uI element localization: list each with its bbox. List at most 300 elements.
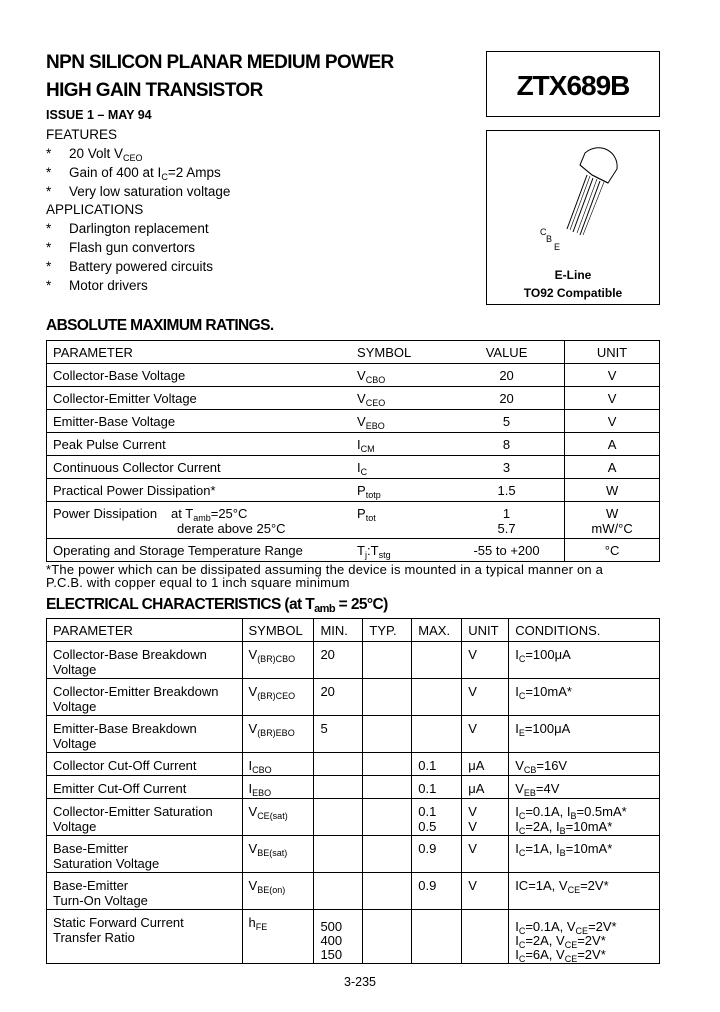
elec-param-line-2: Transfer Ratio bbox=[53, 930, 135, 945]
symbol-sub: FE bbox=[255, 922, 268, 932]
feature-text-sub: CEO bbox=[123, 153, 143, 163]
elec-param-line-1: Static Forward Current bbox=[53, 915, 184, 930]
cond-b: =100μA bbox=[525, 647, 571, 662]
cond-b: =100μA bbox=[524, 721, 571, 736]
abs-max-row bbox=[47, 364, 660, 387]
elec-row bbox=[47, 776, 660, 799]
elec-header-cell: TYP. bbox=[363, 619, 412, 642]
abs-max-header-cell: PARAMETER bbox=[47, 341, 352, 364]
elec-max-value: 0.1 bbox=[418, 804, 437, 819]
cond-b-sub: CE bbox=[567, 885, 581, 895]
cond-a: IC=1A, V bbox=[515, 878, 568, 893]
elec-min bbox=[314, 642, 363, 679]
abs-max-row-temperature bbox=[47, 539, 660, 562]
elec-min bbox=[314, 776, 363, 799]
elec-symbol bbox=[242, 799, 314, 836]
symbol-sub: CE(sat) bbox=[257, 811, 288, 821]
abs-max-table bbox=[46, 340, 660, 562]
abs-max-unit: A bbox=[565, 456, 660, 479]
symbol-main: V bbox=[357, 391, 366, 406]
abs-max-param bbox=[47, 502, 352, 539]
feature-text bbox=[69, 184, 230, 199]
elec-min-value: 500 bbox=[320, 919, 343, 934]
elec-typ bbox=[363, 910, 412, 964]
feature-text-main: Very low saturation voltage bbox=[69, 184, 231, 199]
elec-unit bbox=[462, 753, 509, 776]
elec-row bbox=[47, 910, 660, 964]
cond-a: I bbox=[515, 947, 519, 962]
elec-row bbox=[47, 642, 660, 679]
feature-text-main: Gain of 400 at I bbox=[69, 165, 162, 180]
abs-max-symbol bbox=[351, 433, 449, 456]
symbol-main: V bbox=[248, 721, 258, 736]
elec-conditions bbox=[509, 836, 660, 873]
cond-c: =2V* bbox=[577, 947, 606, 962]
symbol-sub: BE(sat) bbox=[257, 848, 288, 858]
title-line-2: HIGH GAIN TRANSISTOR bbox=[46, 80, 263, 101]
feature-text bbox=[69, 146, 143, 161]
elec-param bbox=[47, 776, 243, 799]
elec-min bbox=[314, 836, 363, 873]
condition-line bbox=[515, 721, 659, 736]
cond-a: V bbox=[515, 758, 524, 773]
cond-b-sub: B bbox=[570, 811, 577, 821]
pd-at-post: =25°C bbox=[210, 506, 248, 521]
elec-row bbox=[47, 873, 660, 910]
elec-max bbox=[412, 873, 462, 910]
cond-a-sub: C bbox=[518, 691, 526, 701]
abs-max-header-cell: SYMBOL bbox=[351, 341, 449, 364]
symbol-main: V bbox=[357, 414, 366, 429]
elec-header-cell: UNIT bbox=[462, 619, 509, 642]
elec-min bbox=[314, 716, 363, 753]
elec-symbol bbox=[242, 716, 314, 753]
abs-max-value: 20 bbox=[449, 364, 565, 387]
symbol-main: V bbox=[248, 647, 258, 662]
cond-b: =10mA* bbox=[525, 684, 572, 699]
abs-max-row bbox=[47, 479, 660, 502]
cond-b-sub: B bbox=[559, 826, 566, 836]
symbol-sub: (BR)CBO bbox=[257, 654, 296, 664]
cond-b: =16V bbox=[536, 758, 568, 773]
abs-max-value bbox=[449, 502, 565, 539]
pin-e-label: E bbox=[554, 242, 561, 252]
symbol-main: V bbox=[248, 841, 258, 856]
elec-param bbox=[47, 716, 243, 753]
symbol-sub: CBO bbox=[252, 765, 272, 775]
elec-param-line-1: Collector Cut-Off Current bbox=[53, 758, 197, 773]
elec-max-value-2: 0.5 bbox=[418, 819, 437, 834]
symbol-main: V bbox=[357, 368, 366, 383]
elec-symbol bbox=[242, 753, 314, 776]
symbol-sub: CBO bbox=[365, 375, 386, 385]
bullet-star-icon: * bbox=[46, 221, 52, 236]
abs-max-value: 3 bbox=[449, 456, 565, 479]
elec-unit bbox=[462, 679, 509, 716]
elec-unit bbox=[462, 799, 509, 836]
abs-max-symbol bbox=[351, 456, 449, 479]
cond-c: =10mA* bbox=[565, 841, 613, 856]
symbol-sub: BE(on) bbox=[257, 885, 286, 895]
pd-value-1: 1 bbox=[502, 506, 511, 521]
abs-max-param: Continuous Collector Current bbox=[47, 456, 352, 479]
elec-row bbox=[47, 836, 660, 873]
part-number-box bbox=[486, 51, 660, 117]
elec-header-cell: CONDITIONS. bbox=[509, 619, 660, 642]
elec-symbol bbox=[242, 776, 314, 799]
pd-at-sub: amb bbox=[193, 513, 211, 523]
cond-a-sub: E bbox=[518, 728, 525, 738]
elec-typ bbox=[363, 776, 412, 799]
cond-a: I bbox=[515, 933, 519, 948]
cond-c: =2V* bbox=[580, 878, 609, 893]
elec-min bbox=[314, 679, 363, 716]
elec-param-line-2: Voltage bbox=[53, 736, 97, 751]
cond-c: =2V* bbox=[577, 933, 606, 948]
pd-unit-2: mW/°C bbox=[591, 521, 633, 536]
cond-b: =1A, I bbox=[525, 841, 560, 856]
abs-max-unit: A bbox=[565, 433, 660, 456]
abs-max-value: 5 bbox=[449, 410, 565, 433]
elec-param-line-2: Voltage bbox=[53, 819, 97, 834]
symbol-sep: : bbox=[367, 543, 371, 558]
elec-param-line-1: Collector-Emitter Saturation bbox=[53, 804, 213, 819]
abs-max-param: Collector-Base Voltage bbox=[47, 364, 352, 387]
elec-symbol bbox=[242, 836, 314, 873]
abs-max-header-row bbox=[47, 341, 660, 364]
elec-conditions bbox=[509, 753, 660, 776]
abs-max-header-cell: VALUE bbox=[449, 341, 565, 364]
features-heading: FEATURES bbox=[46, 127, 118, 142]
elec-min bbox=[314, 910, 363, 964]
cond-b: =2A, V bbox=[525, 933, 565, 948]
symbol-main: h bbox=[248, 915, 256, 930]
condition-line bbox=[515, 819, 659, 834]
cond-a-sub: CB bbox=[523, 765, 537, 775]
abs-max-symbol bbox=[351, 410, 449, 433]
symbol-main: I bbox=[248, 781, 253, 796]
application-text: Flash gun convertors bbox=[69, 240, 196, 255]
feature-text-sub: C bbox=[161, 172, 168, 182]
abs-max-value: 8 bbox=[449, 433, 565, 456]
elec-unit bbox=[462, 776, 509, 799]
abs-max-header-cell: UNIT bbox=[565, 341, 660, 364]
cond-b: =0.1A, V bbox=[525, 919, 576, 934]
cond-b-sub: CE bbox=[564, 954, 578, 964]
abs-max-row bbox=[47, 387, 660, 410]
cond-a: I bbox=[515, 721, 519, 736]
elec-param-line-2: Voltage bbox=[53, 662, 97, 677]
abs-max-unit: V bbox=[565, 410, 660, 433]
symbol-main: I bbox=[248, 758, 253, 773]
elec-min-value-2: 400 bbox=[320, 933, 343, 948]
pd-at bbox=[171, 506, 247, 521]
elec-max-value: 0.1 bbox=[418, 781, 437, 796]
elec-typ bbox=[363, 679, 412, 716]
elec-unit-value-2: V bbox=[468, 819, 477, 834]
cond-a: I bbox=[515, 919, 519, 934]
pd-param: Power Dissipation bbox=[53, 506, 158, 521]
condition-line bbox=[515, 647, 659, 662]
symbol-sub: EBO bbox=[365, 421, 385, 431]
abs-max-value: -55 to +200 bbox=[449, 539, 565, 562]
package-compat: TO92 Compatible bbox=[523, 286, 623, 300]
cond-b: =6A, V bbox=[525, 947, 565, 962]
symbol-sub: CEO bbox=[365, 398, 386, 408]
issue-date: ISSUE 1 – MAY 94 bbox=[46, 108, 152, 122]
elec-param-line-1: Collector-Emitter Breakdown bbox=[53, 684, 219, 699]
cond-a-sub: C bbox=[518, 826, 526, 836]
elec-conditions bbox=[509, 910, 660, 964]
cond-a: V bbox=[515, 781, 524, 796]
bullet-star-icon: * bbox=[46, 146, 52, 161]
cond-a-sub: C bbox=[518, 848, 526, 858]
elec-max-value: 0.9 bbox=[418, 841, 437, 856]
abs-max-symbol bbox=[351, 479, 449, 502]
elec-min bbox=[314, 799, 363, 836]
elec-conditions bbox=[509, 642, 660, 679]
package-box bbox=[486, 130, 660, 305]
abs-max-heading: ABSOLUTE MAXIMUM RATINGS. bbox=[46, 317, 274, 334]
elec-symbol bbox=[242, 873, 314, 910]
elec-min bbox=[314, 873, 363, 910]
cond-a: I bbox=[515, 647, 519, 662]
bullet-star-icon: * bbox=[46, 259, 52, 274]
elec-param-line-1: Base-Emitter bbox=[53, 841, 129, 856]
symbol-sub: tot bbox=[365, 513, 376, 523]
page-number: 3-235 bbox=[344, 975, 376, 989]
symbol-sub: EBO bbox=[252, 788, 272, 798]
condition-line bbox=[515, 781, 659, 796]
elec-conditions bbox=[509, 873, 660, 910]
elec-unit-value: V bbox=[468, 684, 477, 699]
pd-at-pre: at T bbox=[171, 506, 194, 521]
abs-max-symbol bbox=[351, 502, 449, 539]
elec-param-line-2: Voltage bbox=[53, 699, 97, 714]
symbol-main-2: T bbox=[370, 543, 379, 558]
bullet-star-icon: * bbox=[46, 278, 52, 293]
bullet-star-icon: * bbox=[46, 165, 52, 180]
elec-max bbox=[412, 679, 462, 716]
elec-param-line-1: Collector-Base Breakdown bbox=[53, 647, 207, 662]
elec-unit-value: μA bbox=[468, 781, 485, 796]
cond-a: I bbox=[515, 684, 519, 699]
symbol-main: P bbox=[357, 506, 366, 521]
elec-param bbox=[47, 836, 243, 873]
elec-max bbox=[412, 776, 462, 799]
elec-max-value: 0.9 bbox=[418, 878, 437, 893]
elec-heading-post: = 25°C) bbox=[334, 596, 388, 613]
condition-line bbox=[515, 804, 659, 819]
abs-max-symbol bbox=[351, 387, 449, 410]
cond-c: =2V* bbox=[588, 919, 617, 934]
condition-line bbox=[515, 758, 659, 773]
abs-max-param: Peak Pulse Current bbox=[47, 433, 352, 456]
feature-text-post: =2 Amps bbox=[167, 165, 221, 180]
elec-param bbox=[47, 799, 243, 836]
elec-param-line-2: Turn-On Voltage bbox=[53, 893, 148, 908]
condition-line bbox=[515, 948, 659, 962]
elec-unit-value: V bbox=[468, 647, 477, 662]
elec-conditions bbox=[509, 799, 660, 836]
elec-header-cell: PARAMETER bbox=[47, 619, 243, 642]
elec-max bbox=[412, 910, 462, 964]
elec-min-value: 20 bbox=[320, 647, 335, 662]
elec-row bbox=[47, 679, 660, 716]
condition-line bbox=[515, 684, 659, 699]
transistor-package-drawing bbox=[487, 131, 659, 251]
abs-max-value: 1.5 bbox=[449, 479, 565, 502]
pin-c-label: C bbox=[540, 227, 547, 237]
pd-value-2: 5.7 bbox=[497, 521, 516, 536]
pin-b-label: B bbox=[546, 234, 553, 244]
elec-unit bbox=[462, 873, 509, 910]
cond-b-sub: B bbox=[559, 848, 566, 858]
abs-max-row bbox=[47, 456, 660, 479]
abs-max-row bbox=[47, 433, 660, 456]
elec-header-cell: MIN. bbox=[314, 619, 363, 642]
condition-line bbox=[515, 934, 659, 948]
elec-heading-sub: amb bbox=[314, 603, 335, 615]
elec-symbol bbox=[242, 642, 314, 679]
elec-unit-value: V bbox=[468, 878, 477, 893]
elec-header-cell: SYMBOL bbox=[242, 619, 314, 642]
abs-max-unit: V bbox=[565, 364, 660, 387]
elec-param-line-2: Saturation Voltage bbox=[53, 856, 160, 871]
elec-max bbox=[412, 642, 462, 679]
package-name: E-Line bbox=[554, 268, 592, 282]
cond-b: =4V bbox=[535, 781, 560, 796]
elec-symbol bbox=[242, 679, 314, 716]
elec-unit bbox=[462, 642, 509, 679]
cond-a-sub: C bbox=[518, 954, 526, 964]
elec-max bbox=[412, 753, 462, 776]
application-text: Darlington replacement bbox=[69, 221, 209, 236]
condition-line bbox=[515, 920, 659, 934]
pd-unit-1: W bbox=[605, 506, 619, 521]
title-line-1: NPN SILICON PLANAR MEDIUM POWER bbox=[46, 52, 394, 73]
elec-conditions bbox=[509, 716, 660, 753]
cond-b-sub: CE bbox=[575, 926, 589, 936]
elec-max bbox=[412, 799, 462, 836]
elec-header-row bbox=[47, 619, 660, 642]
cond-a-sub: EB bbox=[523, 788, 536, 798]
abs-max-param: Operating and Storage Temperature Range bbox=[47, 539, 352, 562]
cond-b-sub: CE bbox=[564, 940, 578, 950]
abs-max-symbol bbox=[351, 364, 449, 387]
bullet-star-icon: * bbox=[46, 240, 52, 255]
abs-max-param: Emitter-Base Voltage bbox=[47, 410, 352, 433]
abs-max-note-line-2: P.C.B. with copper equal to 1 inch square minimum bbox=[46, 575, 350, 590]
condition-line bbox=[515, 878, 659, 893]
symbol-sub: C bbox=[360, 467, 368, 477]
symbol-sub: j bbox=[365, 550, 367, 560]
pd-derate: derate above 25°C bbox=[177, 521, 286, 536]
abs-max-value: 20 bbox=[449, 387, 565, 410]
feature-text bbox=[69, 165, 221, 180]
symbol-main: V bbox=[248, 804, 258, 819]
abs-max-note-line-1: *The power which can be dissipated assuming the device is mounted in a typical manner on a bbox=[46, 562, 604, 577]
bullet-star-icon: * bbox=[46, 184, 52, 199]
elec-table bbox=[46, 618, 660, 964]
abs-max-row bbox=[47, 410, 660, 433]
elec-min-value: 5 bbox=[320, 721, 328, 736]
cond-c: =0.5mA* bbox=[576, 804, 627, 819]
elec-unit-value: V bbox=[468, 804, 477, 819]
symbol-sub: totp bbox=[365, 490, 381, 500]
elec-typ bbox=[363, 836, 412, 873]
elec-typ bbox=[363, 753, 412, 776]
elec-unit-value: μA bbox=[468, 758, 485, 773]
elec-unit-value: V bbox=[468, 721, 477, 736]
symbol-main: P bbox=[357, 483, 366, 498]
elec-heading bbox=[46, 596, 388, 614]
elec-unit bbox=[462, 910, 509, 964]
elec-typ bbox=[363, 642, 412, 679]
cond-a: I bbox=[515, 804, 519, 819]
elec-max bbox=[412, 716, 462, 753]
symbol-sub: CM bbox=[360, 444, 375, 454]
elec-max-value: 0.1 bbox=[418, 758, 437, 773]
elec-unit bbox=[462, 716, 509, 753]
symbol-main: V bbox=[248, 878, 258, 893]
part-number: ZTX689B bbox=[516, 70, 630, 101]
cond-a-sub: C bbox=[518, 654, 526, 664]
elec-typ bbox=[363, 799, 412, 836]
elec-unit bbox=[462, 836, 509, 873]
elec-symbol bbox=[242, 910, 314, 964]
abs-max-unit: V bbox=[565, 387, 660, 410]
elec-header-cell: MAX. bbox=[412, 619, 462, 642]
feature-text-main: 20 Volt V bbox=[69, 146, 124, 161]
cond-a: I bbox=[515, 819, 519, 834]
elec-row bbox=[47, 753, 660, 776]
abs-max-param: Collector-Emitter Voltage bbox=[47, 387, 352, 410]
cond-a-sub: C bbox=[518, 926, 526, 936]
cond-b: =0.1A, I bbox=[525, 804, 571, 819]
elec-param bbox=[47, 873, 243, 910]
symbol-main: I bbox=[357, 460, 361, 475]
abs-max-symbol bbox=[351, 539, 449, 562]
symbol-sub-2: stg bbox=[378, 550, 391, 560]
symbol-sub: (BR)EBO bbox=[257, 728, 295, 738]
symbol-sub: (BR)CEO bbox=[257, 691, 296, 701]
elec-param-line-1: Base-Emitter bbox=[53, 878, 129, 893]
elec-typ bbox=[363, 873, 412, 910]
elec-min-value-3: 150 bbox=[320, 947, 343, 962]
elec-param bbox=[47, 679, 243, 716]
elec-row bbox=[47, 716, 660, 753]
application-text: Battery powered circuits bbox=[69, 259, 214, 274]
elec-row bbox=[47, 799, 660, 836]
elec-min-value: 20 bbox=[320, 684, 335, 699]
abs-max-row-power-dissipation bbox=[47, 502, 660, 539]
symbol-main: V bbox=[248, 684, 258, 699]
elec-unit-value: V bbox=[468, 841, 477, 856]
elec-param-line-1: Emitter-Base Breakdown bbox=[53, 721, 197, 736]
elec-conditions bbox=[509, 776, 660, 799]
abs-max-unit bbox=[565, 502, 660, 539]
applications-heading: APPLICATIONS bbox=[46, 202, 144, 217]
condition-line bbox=[515, 841, 659, 856]
pd-line-1 bbox=[53, 506, 351, 521]
elec-min bbox=[314, 753, 363, 776]
abs-max-unit: W bbox=[565, 479, 660, 502]
cond-c: =10mA* bbox=[565, 819, 613, 834]
elec-param bbox=[47, 642, 243, 679]
elec-param bbox=[47, 910, 243, 964]
elec-max bbox=[412, 836, 462, 873]
